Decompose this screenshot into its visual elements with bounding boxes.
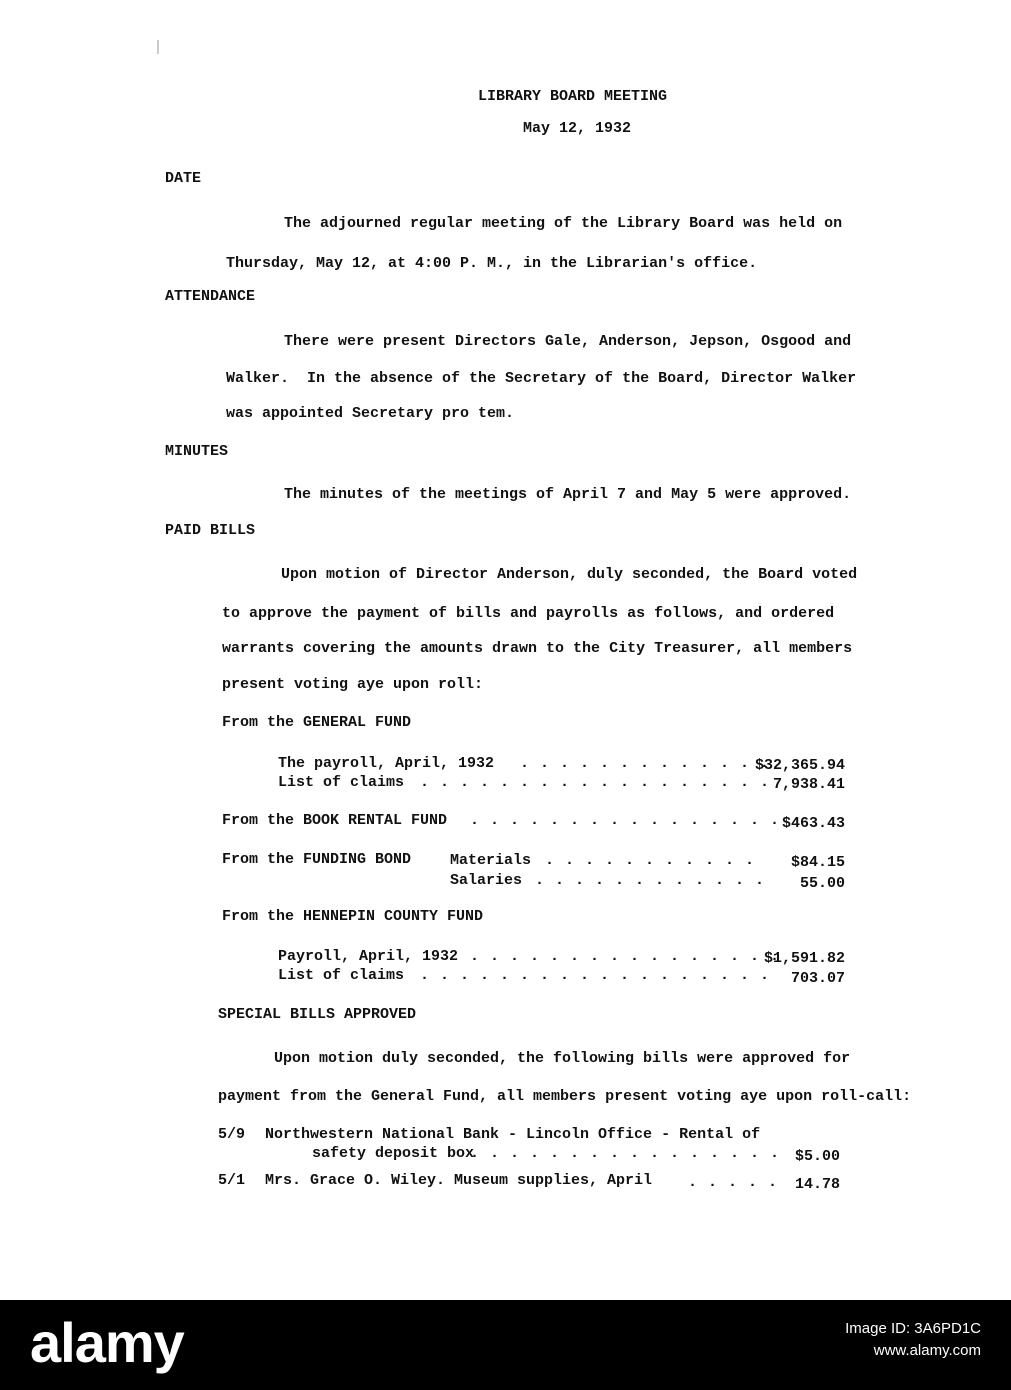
hennepin-item-2-amount: 703.07	[790, 970, 845, 987]
book-rental-amount: $463.43	[781, 815, 845, 832]
section-heading-minutes: MINUTES	[165, 443, 229, 460]
image-id-text: Image ID: 3A6PD1C	[845, 1320, 981, 1337]
leader-dots: . . . . .	[688, 1174, 779, 1191]
special-bill-1-line-2: safety deposit box	[312, 1145, 475, 1162]
funding-bond-item-2-amount: 55.00	[799, 875, 845, 892]
funding-bond-label: From the FUNDING BOND	[222, 851, 412, 868]
funding-bond-item-1-amount: $84.15	[790, 854, 845, 871]
alamy-logo: alamy	[30, 1311, 184, 1374]
date-line-2: Thursday, May 12, at 4:00 P. M., in the Librarian's office.	[226, 255, 758, 272]
funding-bond-item-2-label: Salaries	[450, 872, 523, 889]
attendance-line-2: Walker. In the absence of the Secretary of the Board, Director Walker	[226, 370, 857, 387]
special-bill-2-line-1: Mrs. Grace O. Wiley. Museum supplies, April	[265, 1172, 653, 1189]
hennepin-item-1-amount: $1,591.82	[763, 950, 845, 967]
leader-dots: . . . . . . . . . . . . . . . . . .	[420, 774, 771, 791]
special-bill-2-amount: 14.78	[794, 1176, 840, 1193]
paid-bills-line-4: present voting aye upon roll:	[222, 676, 484, 693]
special-bill-2-date: 5/1	[218, 1172, 246, 1189]
section-heading-paid-bills: PAID BILLS	[165, 522, 256, 539]
leader-dots: . . . . . . . . . . . . . . . . . .	[420, 967, 771, 984]
general-fund-item-2-amount: 7,938.41	[772, 776, 845, 793]
paid-bills-line-2: to approve the payment of bills and payrolls as follows, and ordered	[222, 605, 835, 622]
attendance-line-1: There were present Directors Gale, Anderson, Jepson, Osgood and	[284, 333, 852, 350]
scan-mark	[157, 40, 159, 54]
hennepin-fund-label: From the HENNEPIN COUNTY FUND	[222, 908, 484, 925]
minutes-line-1: The minutes of the meetings of April 7 and May 5 were approved.	[284, 486, 852, 503]
section-heading-special-bills: SPECIAL BILLS APPROVED	[218, 1006, 417, 1023]
funding-bond-item-1-label: Materials	[450, 852, 532, 869]
leader-dots: . . . . . . . . . . . .	[535, 872, 766, 889]
document-date: May 12, 1932	[523, 120, 632, 137]
leader-dots: . . . . . . . . . . . . . . . .	[470, 1145, 781, 1162]
website-url: www.alamy.com	[873, 1342, 981, 1359]
book-rental-label: From the BOOK RENTAL FUND	[222, 812, 448, 829]
leader-dots: . . . . . . . . . . . . . . . .	[470, 812, 781, 829]
hennepin-item-1-label: Payroll, April, 1932	[278, 948, 459, 965]
special-bill-1-amount: $5.00	[794, 1148, 840, 1165]
hennepin-item-2-label: List of claims	[278, 967, 405, 984]
section-heading-attendance: ATTENDANCE	[165, 288, 256, 305]
image-id-block	[845, 1318, 981, 1362]
general-fund-item-1-amount: $32,365.94	[754, 757, 845, 774]
paid-bills-line-1: Upon motion of Director Anderson, duly seconded, the Board voted	[281, 566, 858, 583]
leader-dots: . . . . . . . . . . . . . . . .	[470, 948, 781, 965]
leader-dots: . . . . . . . . . . . . .	[520, 755, 771, 772]
special-bills-line-1: Upon motion duly seconded, the following bills were approved for	[274, 1050, 851, 1067]
special-bill-1-date: 5/9	[218, 1126, 246, 1143]
attendance-line-3: was appointed Secretary pro tem.	[226, 405, 515, 422]
leader-dots: . . . . . . . . . . .	[545, 852, 756, 869]
general-fund-item-1-label: The payroll, April, 1932	[278, 755, 495, 772]
paid-bills-line-3: warrants covering the amounts drawn to the City Treasurer, all members	[222, 640, 853, 657]
special-bill-1-line-1: Northwestern National Bank - Lincoln Office - Rental of	[265, 1126, 761, 1143]
special-bills-line-2: payment from the General Fund, all members present voting aye upon roll-call:	[218, 1088, 912, 1105]
general-fund-item-2-label: List of claims	[278, 774, 405, 791]
general-fund-label: From the GENERAL FUND	[222, 714, 412, 731]
date-line-1: The adjourned regular meeting of the Library Board was held on	[284, 215, 843, 232]
section-heading-date: DATE	[165, 170, 202, 187]
stock-banner	[0, 1300, 1011, 1390]
document-title: LIBRARY BOARD MEETING	[478, 88, 668, 105]
